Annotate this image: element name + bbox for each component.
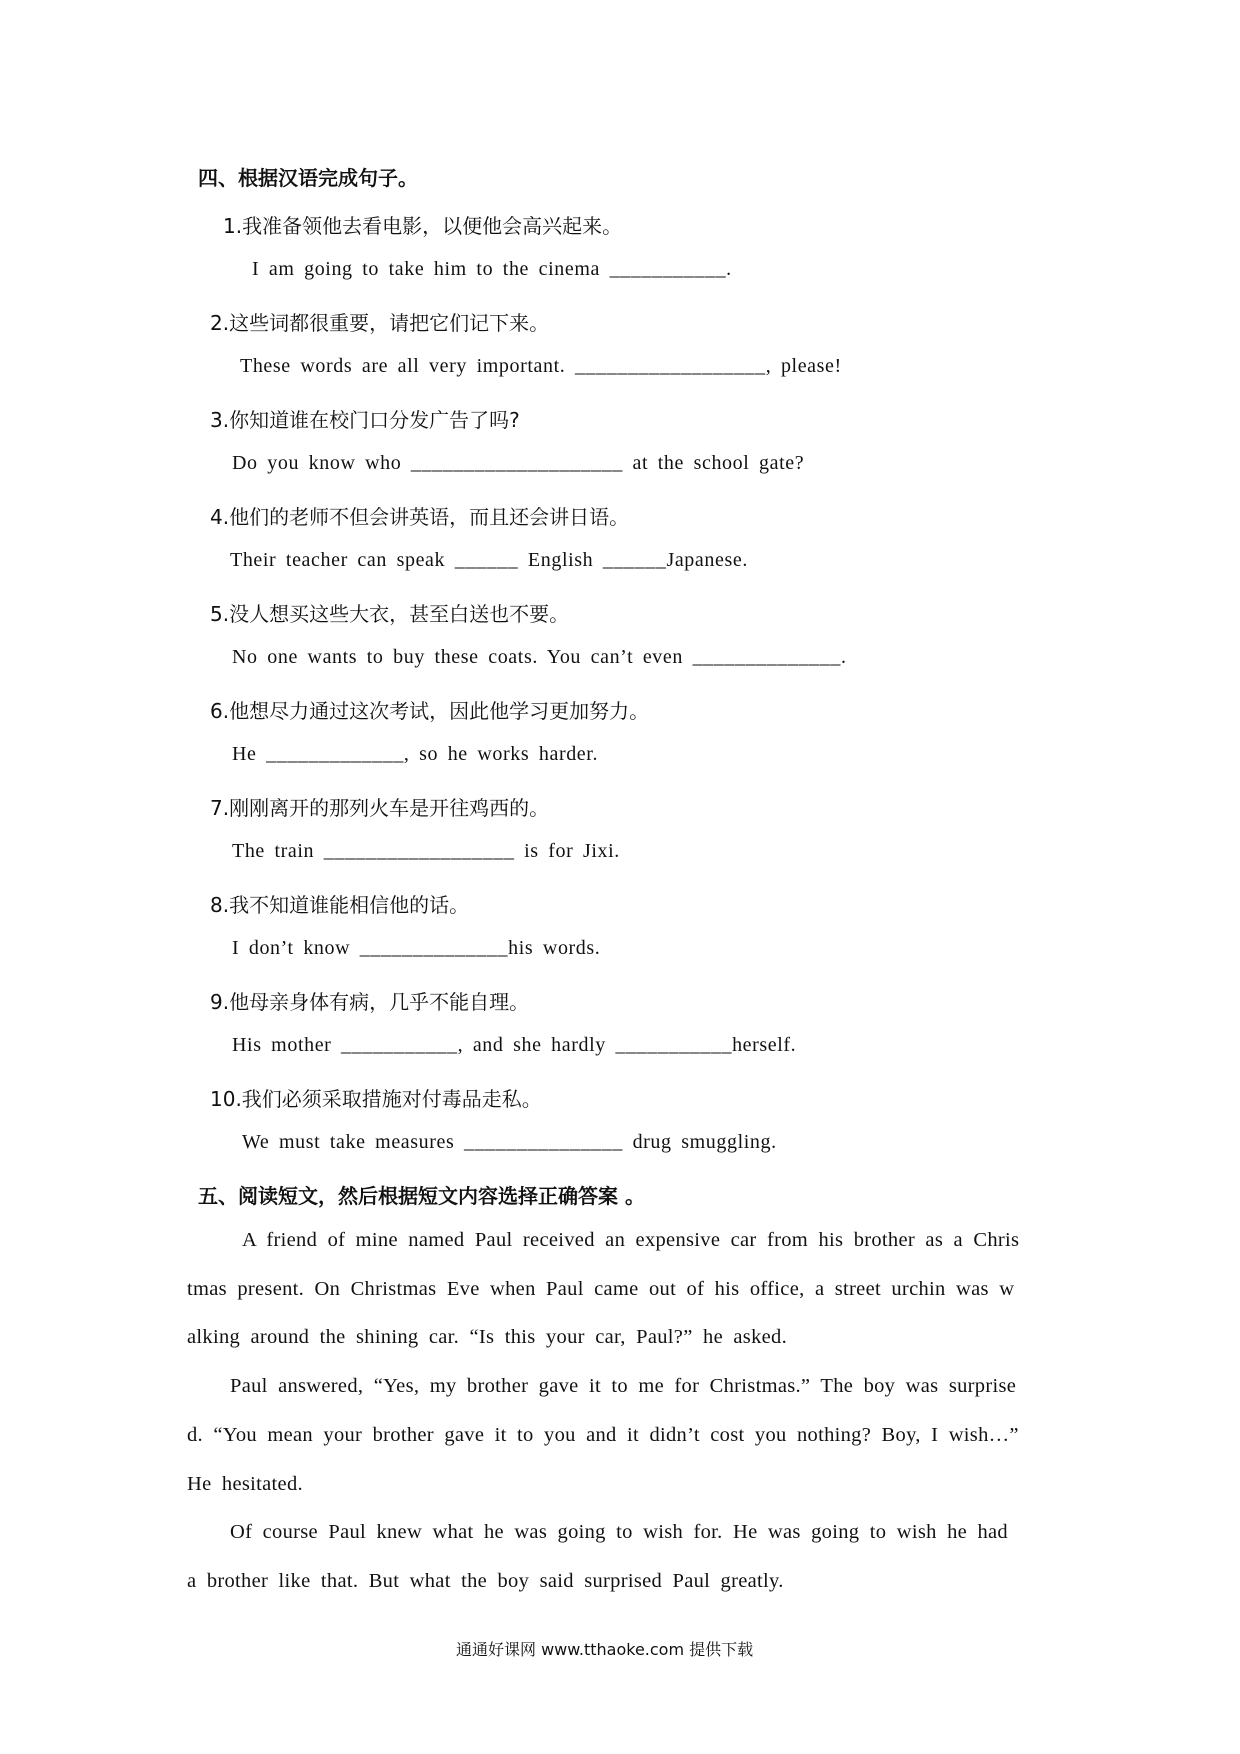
question-6-english: He _____________, so he works harder.: [232, 743, 599, 765]
section-4-heading: 四、根据汉语完成句子。: [198, 166, 418, 190]
question-3-english: Do you know who ____________________ at the school gate?: [232, 452, 805, 474]
question-3-chinese: 3.你知道谁在校门口分发广告了吗?: [210, 408, 520, 432]
question-2-english: These words are all very important. __________________, please!: [240, 355, 842, 377]
question-6-chinese: 6.他想尽力通过这次考试，因此他学习更加努力。: [210, 699, 650, 723]
question-1-english: I am going to take him to the cinema ___________.: [252, 258, 732, 280]
question-10-chinese: 10.我们必须采取措施对付毒品走私。: [210, 1087, 542, 1111]
section-5-heading: 五、阅读短文，然后根据短文内容选择正确答案 。: [198, 1184, 645, 1208]
passage-line: He hesitated.: [187, 1473, 303, 1495]
question-7-chinese: 7.刚刚离开的那列火车是开往鸡西的。: [210, 796, 550, 820]
question-9-chinese: 9.他母亲身体有病，几乎不能自理。: [210, 990, 530, 1014]
passage-line: Of course Paul knew what he was going to wish for. He was going to wish he had: [230, 1521, 1008, 1543]
question-8-english: I don’t know ______________his words.: [232, 937, 601, 959]
question-4-english: Their teacher can speak ______ English ______Japanese.: [230, 549, 748, 571]
question-4-chinese: 4.他们的老师不但会讲英语，而且还会讲日语。: [210, 505, 630, 529]
passage-line: A friend of mine named Paul received an expensive car from his brother as a Chris: [242, 1229, 1020, 1251]
question-8-chinese: 8.我不知道谁能相信他的话。: [210, 893, 470, 917]
question-10-english: We must take measures _______________ drug smuggling.: [242, 1131, 777, 1153]
page-footer: 通通好课网 www.tthaoke.com 提供下载: [456, 1640, 754, 1659]
passage-line: Paul answered, “Yes, my brother gave it to me for Christmas.” The boy was surprise: [230, 1375, 1017, 1397]
passage-line: d. “You mean your brother gave it to you and it didn’t cost you nothing? Boy, I wish…”: [187, 1424, 1019, 1446]
question-5-english: No one wants to buy these coats. You can’t even ______________.: [232, 646, 847, 668]
passage-line: alking around the shining car. “Is this your car, Paul?” he asked.: [187, 1326, 787, 1348]
question-7-english: The train __________________ is for Jixi.: [232, 840, 620, 862]
question-1-chinese: 1.我准备领他去看电影，以便他会高兴起来。: [223, 214, 623, 238]
question-2-chinese: 2.这些词都很重要，请把它们记下来。: [210, 311, 550, 335]
question-5-chinese: 5.没人想买这些大衣，甚至白送也不要。: [210, 602, 570, 626]
passage-line: tmas present. On Christmas Eve when Paul came out of his office, a street urchin was w: [187, 1278, 1015, 1300]
passage-line: a brother like that. But what the boy said surprised Paul greatly.: [187, 1570, 784, 1592]
question-9-english: His mother ___________, and she hardly ___________herself.: [232, 1034, 797, 1056]
